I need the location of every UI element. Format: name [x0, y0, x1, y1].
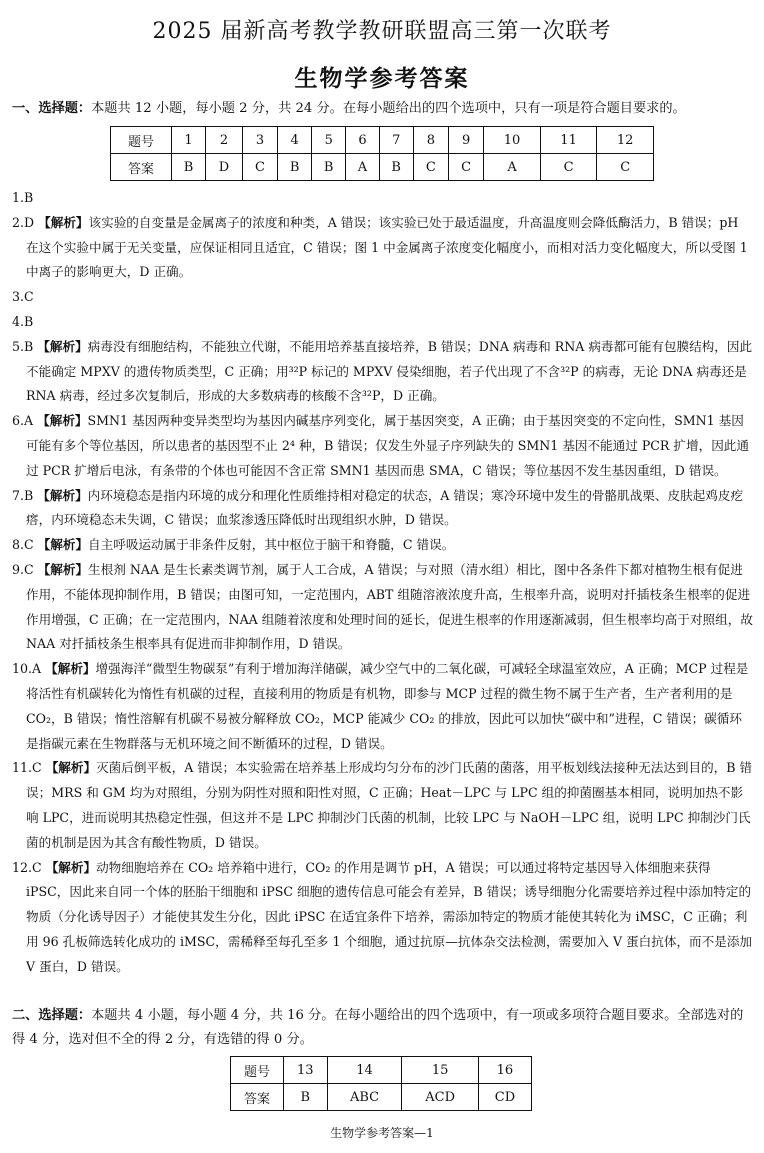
- section1-answer-table: [110, 126, 654, 181]
- answer-item: [12, 484, 754, 534]
- item-number-answer: 1.B: [12, 190, 34, 205]
- question-number-cell: 4: [278, 127, 312, 154]
- analysis-tag: 【解析】: [45, 760, 97, 776]
- answer-cell: A: [484, 154, 541, 181]
- analysis-tag: 【解析】: [37, 537, 89, 553]
- answer-cell: C: [597, 154, 654, 181]
- answer-item: [12, 211, 754, 285]
- question-number-cell: 15: [402, 1057, 478, 1084]
- section1-heading: 一、选择题：: [12, 101, 92, 116]
- answer-cell: B: [312, 154, 346, 181]
- analysis-tag: 【解析】: [37, 338, 88, 354]
- analysis-text: SMN1 基因两种变异类型均为基因内碱基序列变化，属于基因突变，A 正确；由于基因突变的不定向性，SMN1 基因可能有多个等位基因，所以患者的基因型不止 2⁴ 种，B 错误；仅发生外显子序列缺失的 SMN1 基因不能通过 PCR 扩增，因此通过 PCR 扩增后电泳，有条带的个体也可能因不含正常 SMN1 基因而患 SMA，C 错误；等位基因不发生基因重组，D 错误。: [26, 413, 749, 478]
- answer-cell: B: [278, 154, 312, 181]
- question-number-cell: 9: [449, 127, 484, 154]
- section2-heading: 二、选择题：: [12, 1008, 92, 1023]
- answer-item: [12, 335, 754, 409]
- question-number-cell: 1: [172, 127, 206, 154]
- page-footer: 生物学参考答案—1: [330, 1126, 434, 1140]
- row-label-question: 题号: [231, 1057, 284, 1084]
- question-number-cell: 6: [346, 127, 379, 154]
- analysis-text: 动物细胞培养在 CO₂ 培养箱中进行，CO₂ 的作用是调节 pH，A 错误；可以通过将特定基因导入体细胞来获得 iPSC，因此来自同一个体的胚胎干细胞和 iPSC 细胞的遗传信息可能会有差异，B 错误；诱导细胞分化需要培养过程中添加特定的物质（分化诱导因子）才能使其发生分化，因此 iPSC 在适宜条件下培养，需添加特定的物质才能使其转化为 iMSC，C 正确；利用 96 孔板筛选转化成功的 iMSC，需稀释至每孔至多 1 个细胞，通过抗原—抗体杂交法检测，需要加入 V 蛋白抗体，而不是添加 V 蛋白，D 错误。: [26, 859, 753, 974]
- item-number-answer: 8.C: [12, 537, 34, 553]
- answer-item: [12, 756, 754, 855]
- question-number-cell: 13: [284, 1057, 328, 1084]
- table-row-answers: [111, 154, 654, 181]
- analysis-text: 自主呼吸运动属于非条件反射，其中枢位于脑干和脊髓，C 错误。: [88, 537, 455, 553]
- question-number-cell: 14: [327, 1057, 402, 1084]
- item-number-answer: 12.C: [12, 859, 42, 875]
- answer-cell: ACD: [402, 1084, 478, 1111]
- table-row-question-numbers: [111, 127, 654, 154]
- analysis-tag: 【解析】: [37, 561, 89, 577]
- analysis-text: 灭菌后倒平板，A 错误；本实验需在培养基上形成均匀分布的沙门氏菌的菌落，用平板划线法接种无法达到目的，B 错误；MRS 和 GM 均为对照组，分别为阴性对照和阳性对照，C 正确；Heat－LPC 与 LPC 组的抑菌圈基本相同，说明加热不影响 LPC，进而说明其热稳定性强，但这并不是 LPC 抑制沙门氏菌的机制，比较 LPC 与 NaOH－LPC 组，说明 LPC 抑制沙门氏菌的机制是因为其含有酸性物质，D 错误。: [26, 760, 753, 850]
- row-label-question: 题号: [111, 127, 172, 154]
- question-number-cell: 12: [597, 127, 654, 154]
- section2-answer-table: [230, 1056, 532, 1111]
- section1-description: 本题共 12 小题，每小题 2 分，共 24 分。在每小题给出的四个选项中，只有一项是符合题目要求的。: [91, 101, 686, 116]
- table-row-answers: [231, 1084, 532, 1111]
- section1-instructions: [12, 98, 754, 120]
- item-number-answer: 2.D: [12, 214, 35, 230]
- analysis-tag: 【解析】: [38, 214, 89, 230]
- section2-instructions: [12, 1004, 754, 1052]
- item-number-answer: 6.A: [12, 413, 34, 429]
- row-label-answer: 答案: [231, 1084, 284, 1111]
- item-number-answer: 5.B: [12, 338, 34, 354]
- item-number-answer: 7.B: [12, 487, 34, 503]
- item-number-answer: 3.C: [12, 289, 34, 305]
- item-number-answer: 9.C: [12, 561, 34, 577]
- question-number-cell: 10: [484, 127, 541, 154]
- answer-item: [12, 558, 754, 657]
- question-number-cell: 5: [312, 127, 346, 154]
- analysis-text: 该实验的自变量是金属离子的浓度和种类，A 错误；该实验已处于最适温度，升高温度则会降低酶活力，B 错误；pH 在这个实验中属于无关变量，应保证相同且适宜，C 错误；图 1 中金属离子浓度变化幅度小，而相对活力变化幅度大，所以受图 1 中离子的影响更大，D 正确。: [26, 214, 748, 280]
- section2-description: 本题共 4 小题，每小题 4 分，共 16 分。在每小题给出的四个选项中，有一项或多项符合题目要求。全部选对的得 4 分，选对但不全的得 2 分，有选错的得 0 分。: [12, 1008, 744, 1047]
- analysis-text: 病毒没有细胞结构，不能独立代谢，不能用培养基直接培养，B 错误；DNA 病毒和 RNA 病毒都可能有包膜结构，因此不能确定 MPXV 的遗传物质类型，C 正确；用³²P 标记的 MPXV 侵染细胞，若子代出现了不含³²P 的病毒，无论 DNA 病毒还是 RNA 病毒，经过多次复制后，形成的大多数病毒的核酸不含³²P，D 正确。: [26, 338, 753, 404]
- analysis-text: 增强海洋“微型生物碳泵”有利于增加海洋储碳，减少空气中的二氧化碳，可减轻全球温室效应，A 正确；MCP 过程是将活性有机碳转化为惰性有机碳的过程，直接利用的物质是有机物，即参与 MCP 过程的微生物不属于生产者，生产者利用的是 CO₂，B 错误；惰性溶解有机碳不易被分解释放 CO₂，MCP 能减少 CO₂ 的排放，因此可以加快“碳中和”进程，C 错误；碳循环是指碳元素在生物群落与无机环境之间不断循环的过程，D 错误。: [26, 661, 749, 751]
- answer-cell: C: [413, 154, 448, 181]
- exam-title: 2025 届新高考教学教研联盟高三第一次联考: [152, 19, 612, 44]
- question-number-cell: 8: [413, 127, 448, 154]
- table-row-question-numbers: [231, 1057, 532, 1084]
- explanations-list: [12, 186, 754, 980]
- answer-item: [12, 856, 754, 980]
- answer-item: [12, 409, 754, 483]
- answer-cell: C: [242, 154, 277, 181]
- question-number-cell: 3: [242, 127, 277, 154]
- answer-cell: CD: [478, 1084, 531, 1111]
- item-number-answer: 4.B: [12, 313, 34, 329]
- answer-cell: D: [206, 154, 243, 181]
- answer-item: [12, 533, 754, 558]
- question-number-cell: 11: [540, 127, 597, 154]
- analysis-text: 生根剂 NAA 是生长素类调节剂，属于人工合成，A 错误；与对照（清水组）相比，图中各条件下都对植物生根有促进作用，不能体现抑制作用，B 错误；由图可知，一定范围内，ABT 组随溶液浓度升高，生根率升高，说明对扦插枝条生根率的促进作用增强，C 正确；在一定范围内，NAA 组随着浓度和处理时间的延长，促进生根率的作用逐渐减弱，但生根率均高于对照组，故 NAA 对扦插枝条生根率具有促进而非抑制作用，D 错误。: [26, 561, 753, 652]
- analysis-text: 内环境稳态是指内环境的成分和理化性质维持相对稳定的状态，A 错误；寒冷环境中发生的骨骼肌战栗、皮肤起鸡皮疙瘩，内环境稳态未失调，C 错误；血浆渗透压降低时出现组织水肿，D 错误。: [26, 487, 744, 528]
- analysis-tag: 【解析】: [37, 487, 88, 503]
- analysis-tag: 【解析】: [45, 661, 96, 677]
- question-number-cell: 2: [206, 127, 243, 154]
- question-number-cell: 7: [379, 127, 413, 154]
- answer-cell: ABC: [327, 1084, 402, 1111]
- document-subtitle: 生物学参考答案: [294, 66, 470, 92]
- analysis-tag: 【解析】: [37, 413, 88, 429]
- answer-cell: B: [379, 154, 413, 181]
- answer-item: [12, 186, 754, 211]
- answer-item: [12, 657, 754, 756]
- answer-cell: C: [540, 154, 597, 181]
- row-label-answer: 答案: [111, 154, 172, 181]
- item-number-answer: 10.A: [12, 661, 42, 677]
- answer-cell: A: [346, 154, 379, 181]
- question-number-cell: 16: [478, 1057, 531, 1084]
- analysis-tag: 【解析】: [45, 859, 97, 875]
- answer-cell: B: [172, 154, 206, 181]
- answer-item: [12, 285, 754, 310]
- answer-cell: B: [284, 1084, 328, 1111]
- answer-cell: C: [449, 154, 484, 181]
- answer-item: [12, 310, 754, 335]
- item-number-answer: 11.C: [12, 760, 42, 776]
